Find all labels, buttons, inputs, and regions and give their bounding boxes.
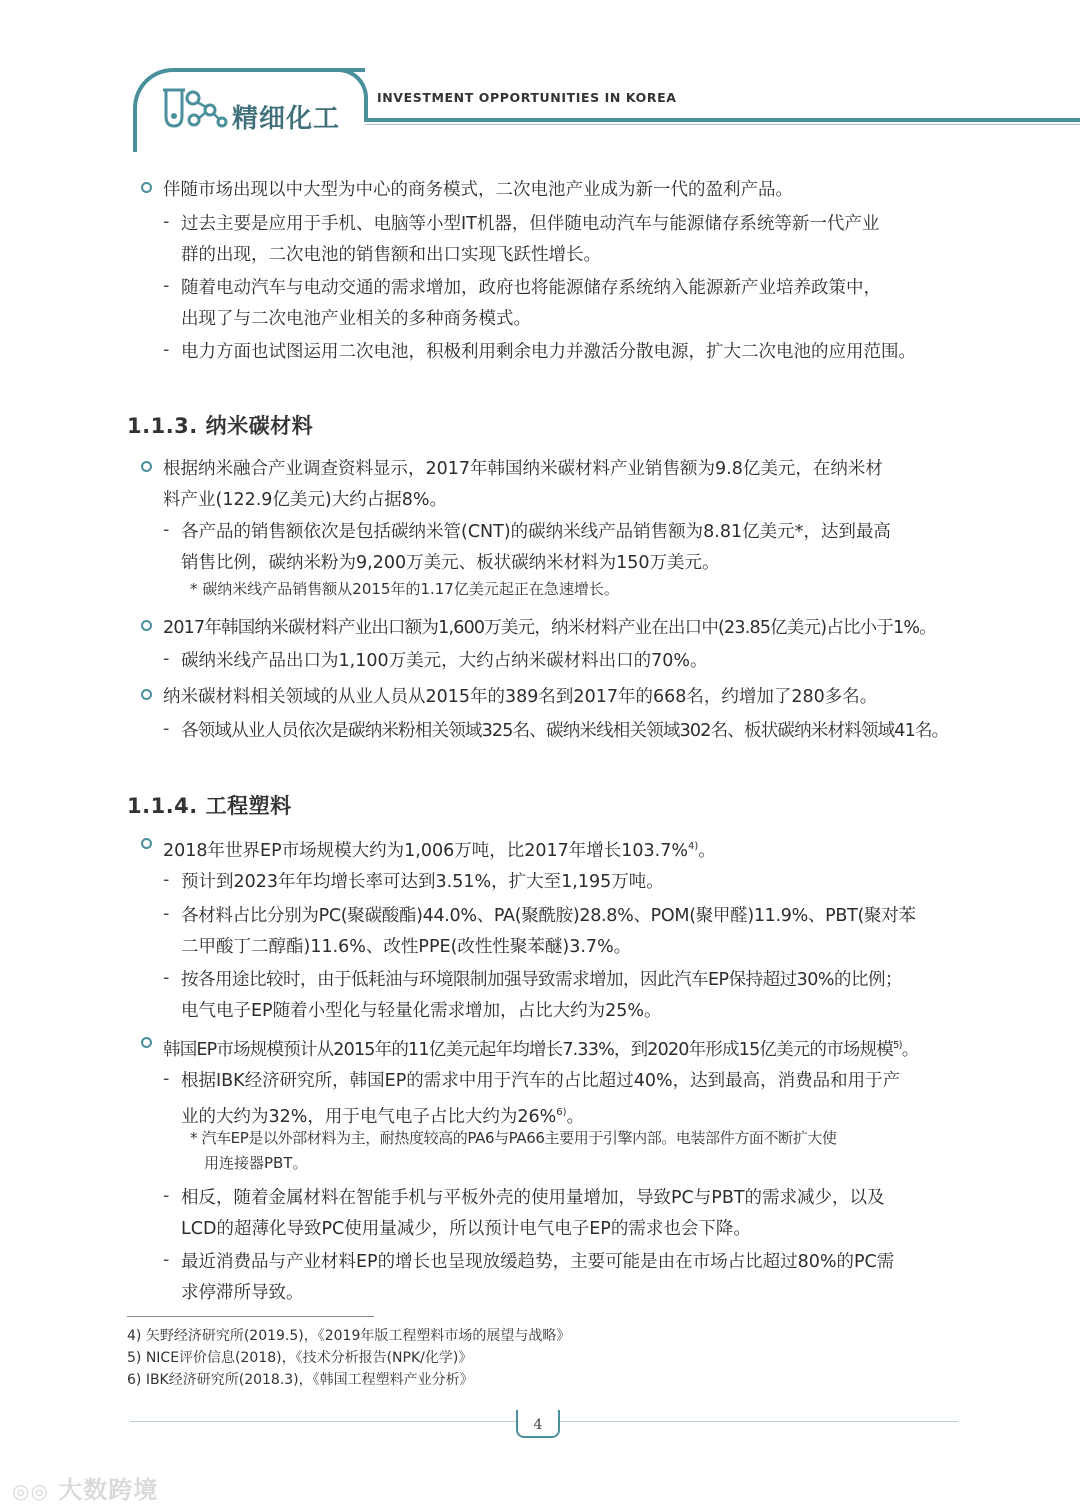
paragraph: 根据IBK经济研究所，韩国EP的需求中用于汽车的占比超过40%，达到最高，消费品和用于产 (181, 1071, 901, 1091)
paragraph: 预计到2023年年均增长率可达到3.51%，扩大至1,195万吨。 (181, 872, 664, 892)
watermark-text: 大数跨境 (58, 1476, 159, 1504)
footnote-divider (127, 1316, 374, 1317)
dash-marker: - (163, 1069, 170, 1089)
paragraph: 相反，随着金属材料在智能手机与平板外壳的使用量增加，导致PC与PBT的需求减少，以及 (181, 1188, 885, 1208)
header-rule-thin (365, 124, 1080, 125)
paragraph: 二甲酸丁二醇酯)11.6%、改性PPE(改性性聚苯醚)3.7%。 (181, 937, 632, 957)
paragraph: 各材料占比分别为PC(聚碳酸酯)44.0%、PA(聚酰胺)28.8%、POM(聚甲醛)11.9%、PBT(聚对苯 (181, 906, 916, 926)
dash-marker: - (163, 719, 170, 739)
paragraph: 群的出现，二次电池的销售额和出口实现飞跃性增长。 (181, 245, 601, 265)
paragraph: 电力方面也试图运用二次电池，积极利用剩余电力并激活分散电源，扩大二次电池的应用范围。 (181, 342, 916, 362)
paragraph: LCD的超薄化导致PC使用量减少，所以预计电气电子EP的需求也会下降。 (181, 1219, 751, 1239)
running-title: INVESTMENT OPPORTUNITIES IN KOREA (377, 90, 677, 105)
dash-marker: - (163, 340, 170, 360)
bullet-icon (141, 838, 152, 849)
paragraph: 料产业(122.9亿美元)大约占据8%。 (163, 490, 448, 510)
bullet-icon (141, 620, 152, 631)
paragraph-text: 。 (901, 1039, 919, 1060)
note: * 碳纳米线产品销售额从2015年的1.17亿美元起正在急速增长。 (190, 580, 619, 598)
paragraph: 2017年韩国纳米碳材料产业出口额为1,600万美元，纳米材料产业在出口中(23.85亿美元)占比小于1%。 (163, 618, 936, 638)
footnote: 4) 矢野经济研究所(2019.5)，《2019年版工程塑料市场的展望与战略》 (127, 1328, 571, 1344)
paragraph: 过去主要是应用于手机、电脑等小型IT机器，但伴随电动汽车与能源储存系统等新一代产业 (181, 214, 880, 234)
paragraph-text: 。 (566, 1106, 585, 1127)
dash-marker: - (163, 1186, 170, 1206)
paragraph: 各领域从业人员依次是碳纳米粉相关领域325名、碳纳米线相关领域302名、板状碳纳米材料领域41名。 (181, 721, 949, 741)
dash-marker: - (163, 649, 170, 669)
bullet-icon (141, 461, 152, 472)
paragraph: 出现了与二次电池产业相关的多种商务模式。 (181, 309, 531, 329)
footer-rule-left (130, 1421, 516, 1422)
paragraph: 销售比例，碳纳米粉为9,200万美元、板状碳纳米材料为150万美元。 (181, 553, 720, 573)
dash-marker: - (163, 276, 170, 296)
paragraph: 纳米碳材料相关领域的从业人员从2015年的389名到2017年的668名，约增加了280多名。 (163, 687, 878, 707)
paragraph-text: 2018年世界EP市场规模大约为1,006万吨，比2017年增长103.7% (163, 840, 689, 861)
chemistry-flask-icon (160, 86, 230, 130)
paragraph: 求停滞所导致。 (181, 1283, 304, 1303)
dash-marker: - (163, 520, 170, 540)
paragraph: 按各用途比较时，由于低耗油与环境限制加强导致需求增加，因此汽车EP保持超过30%的比例； (181, 970, 903, 990)
footnote-ref: 4) (688, 841, 699, 852)
page-number: 4 (516, 1410, 560, 1438)
watermark (12, 1470, 158, 1505)
paragraph-text: 业的大约为32%，用于电气电子占比大约为26% (181, 1106, 557, 1127)
paragraph-text: 韩国EP市场规模预计从2015年的11亿美元起年均增长7.33%，到2020年形成15亿美元的市场规模 (163, 1039, 894, 1060)
header-rule (365, 118, 1080, 122)
footnote: 5) NICE评价信息(2018)，《技术分析报告(NPK/化学)》 (127, 1350, 473, 1366)
note: 用连接器PBT。 (204, 1154, 308, 1172)
dash-marker: - (163, 1250, 170, 1270)
footnote-ref: 5) (893, 1040, 902, 1051)
footnote: 6) IBK经济研究所(2018.3)，《韩国工程塑料产业分析》 (127, 1372, 474, 1388)
header-logo-text: 精细化工 (232, 104, 341, 134)
bullet-icon (141, 1037, 152, 1048)
dash-marker: - (163, 968, 170, 988)
paragraph: 碳纳米线产品出口为1,100万美元，大约占纳米碳材料出口的70%。 (181, 651, 708, 671)
paragraph: 根据纳米融合产业调查资料显示，2017年韩国纳米碳材料产业销售额为9.8亿美元，在纳米材 (163, 459, 883, 479)
footer-rule-right (560, 1421, 958, 1422)
paragraph (163, 1030, 918, 1066)
paragraph: 伴随市场出现以中大型为中心的商务模式，二次电池产业成为新一代的盈利产品。 (163, 180, 793, 200)
section-heading: 1.1.4. 工程塑料 (127, 794, 292, 818)
paragraph: 最近消费品与产业材料EP的增长也呈现放缓趋势，主要可能是由在市场占比超过80%的PC需 (181, 1252, 895, 1272)
paragraph-text: 。 (698, 840, 716, 861)
paragraph: 各产品的销售额依次是包括碳纳米管(CNT)的碳纳米线产品销售额为8.81亿美元*，达到最高 (181, 522, 891, 542)
bullet-icon (141, 689, 152, 700)
dash-marker: - (163, 904, 170, 924)
paragraph (163, 831, 716, 867)
footnote-ref: 6) (556, 1107, 567, 1118)
bullet-icon (141, 182, 152, 193)
paragraph: 电气电子EP随着小型化与轻量化需求增加，占比大约为25%。 (181, 1001, 662, 1021)
dash-marker: - (163, 212, 170, 232)
section-heading: 1.1.3. 纳米碳材料 (127, 414, 314, 438)
note: * 汽车EP是以外部材料为主，耐热度较高的PA6与PA66主要用于引擎内部。电装部件方面不断扩大使 (190, 1129, 837, 1147)
watermark-logo-icon: ◎◎ (12, 1479, 49, 1503)
dash-marker: - (163, 870, 170, 890)
paragraph: 随着电动汽车与电动交通的需求增加，政府也将能源储存系统纳入能源新产业培养政策中， (181, 278, 881, 298)
